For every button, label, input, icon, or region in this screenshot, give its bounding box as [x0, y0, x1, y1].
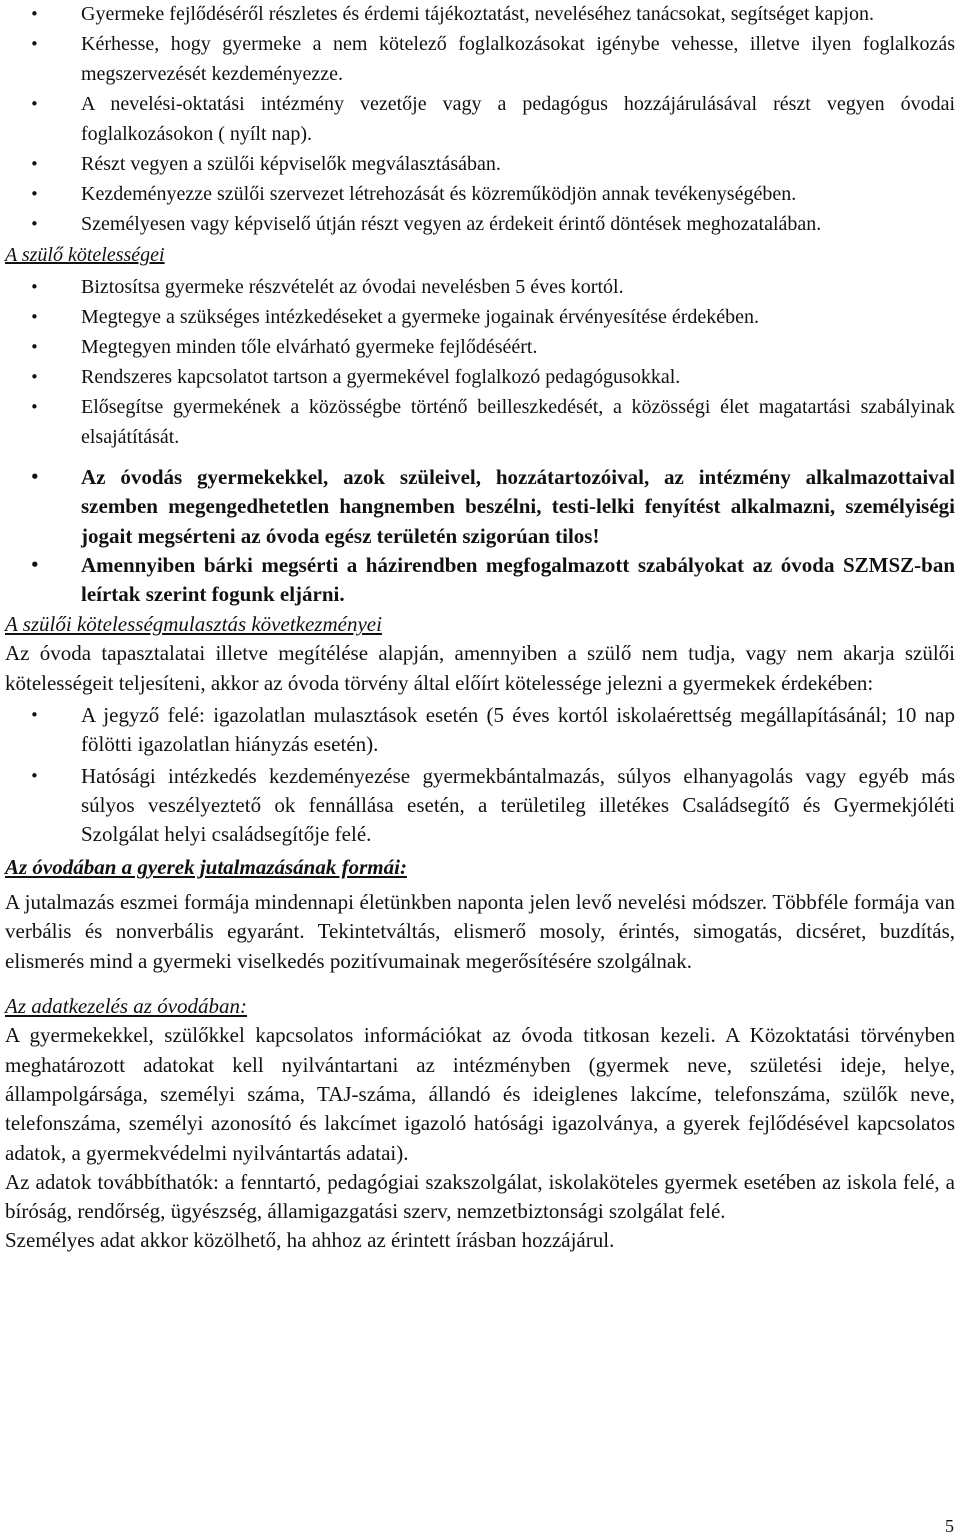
list-item: • Hatósági intézkedés kezdeményezése gyermekbántalmazás, súlyos elhanyagolás vagy egyéb más súlyos veszélyeztető ok fennállása esetén, a területileg illetékes Családsegítő és Gyermekjóléti Szolgálat helyi családsegítője felé.	[5, 762, 955, 850]
list-item: • Biztosítsa gyermeke részvételét az óvodai nevelésben 5 éves kortól.	[5, 272, 955, 302]
list-item: • Megtegye a szükséges intézkedéseket a gyermeke jogainak érvényesítése érdekében.	[5, 302, 955, 332]
parent-rights-list	[5, 0, 955, 239]
section-heading: Az adatkezelés az óvodában:	[5, 994, 248, 1019]
list-item: • Gyermeke fejlődéséről részletes és érdemi tájékoztatást, neveléséhez tanácsokat, segítséget kapjon.	[5, 0, 955, 29]
list-item: • Kezdeményezze szülői szervezet létrehozását és közreműködjön annak tevékenységében.	[5, 179, 955, 209]
list-item: • Személyesen vagy képviselő útján részt vegyen az érdekeit érintő döntések meghozatalában.	[5, 209, 955, 239]
list-item: • Amennyiben bárki megsérti a házirendben megfogalmazott szabályokat az óvoda SZMSZ-ban leírtak szerint fogunk eljárni.	[5, 551, 955, 610]
list-item: • Rendszeres kapcsolatot tartson a gyermekével foglalkozó pedagógusokkal.	[5, 362, 955, 392]
duties-list	[5, 272, 955, 452]
list-item: • Kérhesse, hogy gyermeke a nem kötelező foglalkozásokat igénybe vehesse, illetve ilyen foglalkozás megszervezését kezdeményezze.	[5, 29, 955, 89]
list-item: • Részt vegyen a szülői képviselők megválasztásában.	[5, 149, 955, 179]
section-heading: A szülői kötelességmulasztás következményei	[5, 612, 382, 637]
list-item: • A jegyző felé: igazolatlan mulasztások esetén (5 éves kortól iskolaérettség megállapításánál; 10 nap fölötti igazolatlan hiányzás esetén).	[5, 701, 955, 760]
page-number: 5	[945, 1516, 954, 1536]
paragraph: A gyermekekkel, szülőkkel kapcsolatos információkat az óvoda titkosan kezeli. A Közoktatási törvényben meghatározott adatokat kell nyilvántartani az intézményben (gyermek neve, születési ideje, helye, állampolgársága, személyi száma, TAJ-száma, állandó és ideiglenes lakcíme, telefonszáma, szülők neve, telefonszáma, személyi azonosító és lakcímet igazoló hatósági igazolványa, a gyerek fejlődésével kapcsolatos adatok, a gyermekvédelmi nyilvántartás adatai).	[5, 1023, 955, 1165]
duties-bold-list	[5, 463, 955, 609]
paragraph: Személyes adat akkor közölhető, ha ahhoz az érintett írásban hozzájárul.	[5, 1228, 615, 1253]
page-content	[5, 0, 955, 1256]
list-item: • Megtegyen minden tőle elvárható gyermeke fejlődéséért.	[5, 332, 955, 362]
list-item: • Elősegítse gyermekének a közösségbe történő beilleszkedését, a közösségi élet magatartási szabályinak elsajátítását.	[5, 392, 955, 452]
paragraph: A jutalmazás eszmei formája mindennapi életünkben naponta jelen levő nevelési módszer. Többféle formája van verbális és nonverbális egyaránt. Tekintetváltás, elismerő mosoly, érintés, simogatás, dicséret, buzdítás, elismerés mind a gyermeki viselkedés pozitívumainak megerősítésére szolgálnak.	[5, 889, 955, 973]
paragraph: Az adatok továbbíthatók: a fenntartó, pedagógiai szakszolgálat, iskolaköteles gyermek esetében az iskola felé, a bíróság, rendőrség, ügyészség, államigazgatási szerv, nemzetbiztonsági szolgálat felé.	[5, 1169, 955, 1224]
section-heading: A szülő kötelességei	[5, 244, 165, 266]
consequences-list	[5, 701, 955, 849]
paragraph: Az óvoda tapasztalatai illetve megítélése alapján, amennyiben a szülő nem tudja, vagy nem akarja szülői kötelességeit teljesíteni, akkor az óvoda törvény által előírt kötelessége jelezni a gyermekek érdekében:	[5, 641, 955, 695]
section-heading: Az óvodában a gyerek jutalmazásának formái:	[5, 854, 407, 879]
list-item: • A nevelési-oktatási intézmény vezetője vagy a pedagógus hozzájárulásával részt vegyen óvodai foglalkozásokon ( nyílt nap).	[5, 89, 955, 149]
list-item: • Az óvodás gyermekekkel, azok szüleivel, hozzátartozóival, az intézmény alkalmazottaival szemben megengedhetetlen hangnemben beszélni, testi-lelki fenyítést alkalmazni, személyiségi jogait megsérteni az óvoda egész területén szigorúan tilos!	[5, 463, 955, 551]
